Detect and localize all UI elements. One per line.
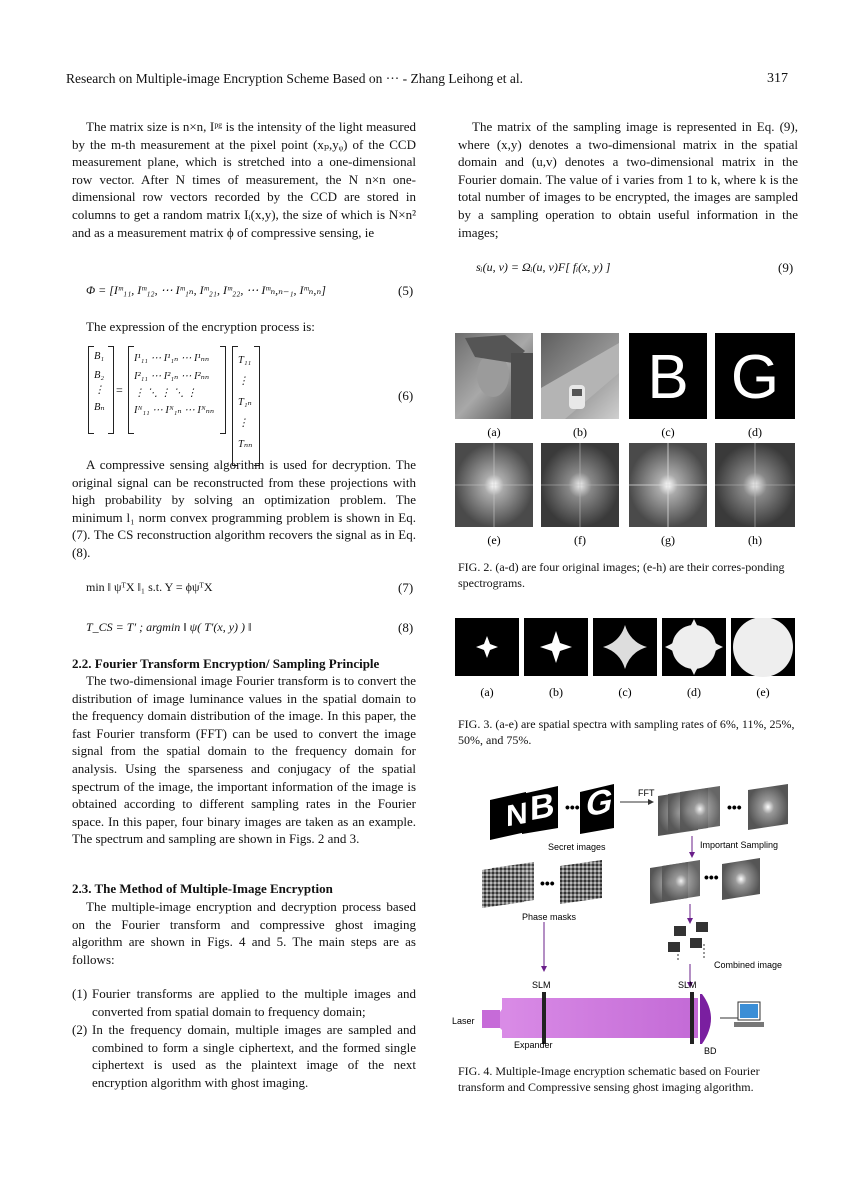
equation-5-number: (5)	[398, 283, 414, 298]
phase-masks	[482, 860, 602, 908]
label-h: (h)	[748, 533, 762, 547]
image-d-letter-g	[715, 333, 795, 419]
equation-9: sᵢ(u, v) = Ωᵢ(u, v)F[ fᵢ(x, y) ]	[476, 260, 611, 274]
equation-9-number: (9)	[778, 260, 794, 275]
figure-4-graphic	[452, 772, 798, 1054]
image-c-letter-b	[629, 333, 707, 419]
paragraph-encryption-expression: The expression of the encryption process is:	[86, 319, 315, 334]
important-sampling-label: Important Sampling	[700, 840, 779, 850]
letter-g: G	[586, 781, 613, 825]
svg-text:•••: •••	[704, 869, 719, 885]
label-a: (a)	[487, 425, 501, 439]
secret-images-label: Secret images	[548, 842, 606, 852]
svg-text:•••: •••	[727, 799, 742, 815]
equation-5: Φ = [Iᵐ₁₁, Iᵐ₁₂, ⋯ Iᵐ₁ₙ, Iᵐ₂₁, Iᵐ₂₂, ⋯ Iᵐₙ,ₙ₋₁, Iᵐₙ,ₙ]	[86, 283, 326, 297]
sampling-75	[731, 618, 795, 677]
equation-7: min ‖ ψᵀX ‖₁ s.t. Y = ϕψᵀX	[86, 580, 213, 594]
letter-n: N	[506, 796, 528, 834]
spectrum-stack	[658, 784, 788, 836]
label-a: (a)	[480, 685, 494, 699]
label-b: (b)	[549, 685, 563, 699]
label-b: (b)	[573, 425, 587, 439]
list-item: Fourier transforms are applied to the multiple images and converted from spatial domain to frequency domain;	[92, 986, 416, 1019]
sampling-11	[524, 618, 588, 676]
bucket-detector	[700, 994, 711, 1044]
laser-box	[482, 1010, 500, 1028]
equation-6-number: (6)	[398, 388, 414, 403]
paragraph-compressive-sensing: A compressive sensing algorithm is used for decryption. The original signal can be reconstructed from these projections with high probability by solving an optimization problem. The minimum l₁ norm convex programming problem is shown in Eq. (7). The CS reconstruction algorithm recovers the signal as in Eq. (8).	[72, 457, 416, 560]
figure-3-graphic	[455, 618, 795, 700]
bd-label: BD	[704, 1046, 717, 1054]
list-item: In the frequency domain, multiple images are sampled and combined to form a single ciphertext, and the formed single ciphertext is used as the plaintext image of the next encryption algorithm with ghost imaging.	[92, 1022, 416, 1090]
section-heading-2-2: 2.2. Fourier Transform Encryption/ Sampling Principle	[72, 656, 380, 671]
list-number: (2)	[72, 1022, 88, 1037]
light-beam	[502, 998, 698, 1038]
label-f: (f)	[574, 533, 586, 547]
expander-label: Expander	[514, 1040, 553, 1050]
letter-b: B	[530, 786, 555, 829]
svg-text:•••: •••	[565, 799, 580, 815]
sampling-6	[455, 618, 519, 676]
sampling-50	[662, 618, 726, 676]
image-b-car	[541, 333, 619, 419]
letter-b: B	[647, 343, 689, 412]
paragraph-fourier-transform: The two-dimensional image Fourier transform is to convert the distribution of image luminance values in the spatial domain to the frequency domain distribution of the image. In this paper, the fast Fourier transform (FFT) can be used to convert the image signal from the spatial domain to the frequency domain for analysis. Using the sparseness and conjugacy of the spatial spectrum of the image, the important information of the image is obtained according to different sampling rates in the Fourier space. In this paper, four binary images are taken as an example. The spectrum and sampling are shown in Figs. 2 and 3.	[72, 673, 416, 847]
fft-label: FFT	[638, 788, 655, 798]
phase-masks-label: Phase masks	[522, 912, 577, 922]
combined-image-blocks	[668, 922, 708, 962]
image-a-portrait	[455, 333, 533, 419]
letter-g: G	[730, 343, 780, 412]
slm-left-label: SLM	[532, 980, 551, 990]
sampling-25	[593, 618, 657, 676]
page-number: 317	[767, 71, 788, 86]
section-heading-2-3: 2.3. The Method of Multiple-Image Encryption	[72, 881, 333, 896]
equation-8: T_CS = T′ ; argmin ‖ ψ( T′(x, y) ) ‖	[86, 620, 252, 634]
equation-6-rhs: T₁₁ ⋮ T₁ₙ ⋮ Tₙₙ	[238, 355, 253, 450]
equation-6-matrix: I¹₁₁ ⋯ I¹₁ₙ ⋯ I¹ₙₙ I²₁₁ ⋯ I²₁ₙ ⋯ I²ₙₙ ⋮ ⋱ ⋮ ⋱ ⋮ Iᴺ₁₁ ⋯ Iᴺ₁ₙ ⋯ Iᴺₙₙ	[134, 353, 215, 416]
figure-3	[455, 618, 795, 705]
list-number: (1)	[72, 986, 88, 1001]
paragraph-sampling-matrix: The matrix of the sampling image is represented in Eq. (9), where (x,y) denotes a two-dimensional matrix in the spatial domain and (u,v) denotes a two-dimensional matrix in the Fourier domain. The value of i varies from 1 to k, where k is the total number of images to be encrypted, the images are sampled by a sampling operation to obtain useful information in the images;	[458, 119, 798, 240]
figure-3-caption: FIG. 3. (a-e) are spatial spectra with sampling rates of 6%, 11%, 25%, 50%, and 75%.	[458, 717, 795, 747]
equation-6-lhs: B₁ B₂ ⋮ Bₙ	[94, 351, 105, 413]
equation-8-number: (8)	[398, 620, 414, 635]
sampled-stack	[650, 858, 760, 904]
slm-right	[690, 992, 694, 1044]
label-d: (d)	[748, 425, 762, 439]
svg-text:•••: •••	[540, 875, 555, 891]
label-g: (g)	[661, 533, 675, 547]
secret-images	[490, 782, 614, 840]
paragraph-measurement: The matrix size is n×n, Iᵖᵍ is the intensity of the light measured by the m-th measurement at the pixel point (xₚ,yᵩ) of the CCD measurement plane, which is stretched into a one-dimensional row vector. After N times of measurement, the N n×n one-dimensional row vectors recorded by the CCD are stored in columns to get a random matrix Iᵢ(x,y), the size of which is N×n² and as a measurement matrix ϕ of compressive sensing, ie	[72, 119, 416, 240]
figure-4	[452, 772, 798, 1059]
label-e: (e)	[487, 533, 501, 547]
slm-left	[542, 992, 546, 1044]
equation-7-number: (7)	[398, 580, 414, 595]
combined-image-label: Combined image	[714, 960, 783, 970]
running-title: Research on Multiple-image Encryption Scheme Based on ··· - Zhang Leihong et al.	[66, 71, 523, 86]
label-c: (c)	[618, 685, 632, 699]
figure-2	[455, 333, 795, 556]
slm-right-label: SLM	[678, 980, 697, 990]
figure-4-caption: FIG. 4. Multiple-Image encryption schematic based on Fourier transform and Compressive sensing ghost imaging algorithm.	[458, 1064, 760, 1094]
label-e: (e)	[756, 685, 770, 699]
paragraph-method-steps: The multiple-image encryption and decryption process based on the Fourier transform and compressive ghost imaging algorithm are shown in Figs. 4 and 5. The main steps are as follows:	[72, 899, 416, 967]
laser-label: Laser	[452, 1016, 475, 1026]
label-d: (d)	[687, 685, 701, 699]
figure-2-caption: FIG. 2. (a-d) are four original images; (e-h) are their corres-ponding spectrograms.	[458, 560, 785, 590]
figure-2-graphic	[455, 333, 795, 551]
label-c: (c)	[661, 425, 675, 439]
